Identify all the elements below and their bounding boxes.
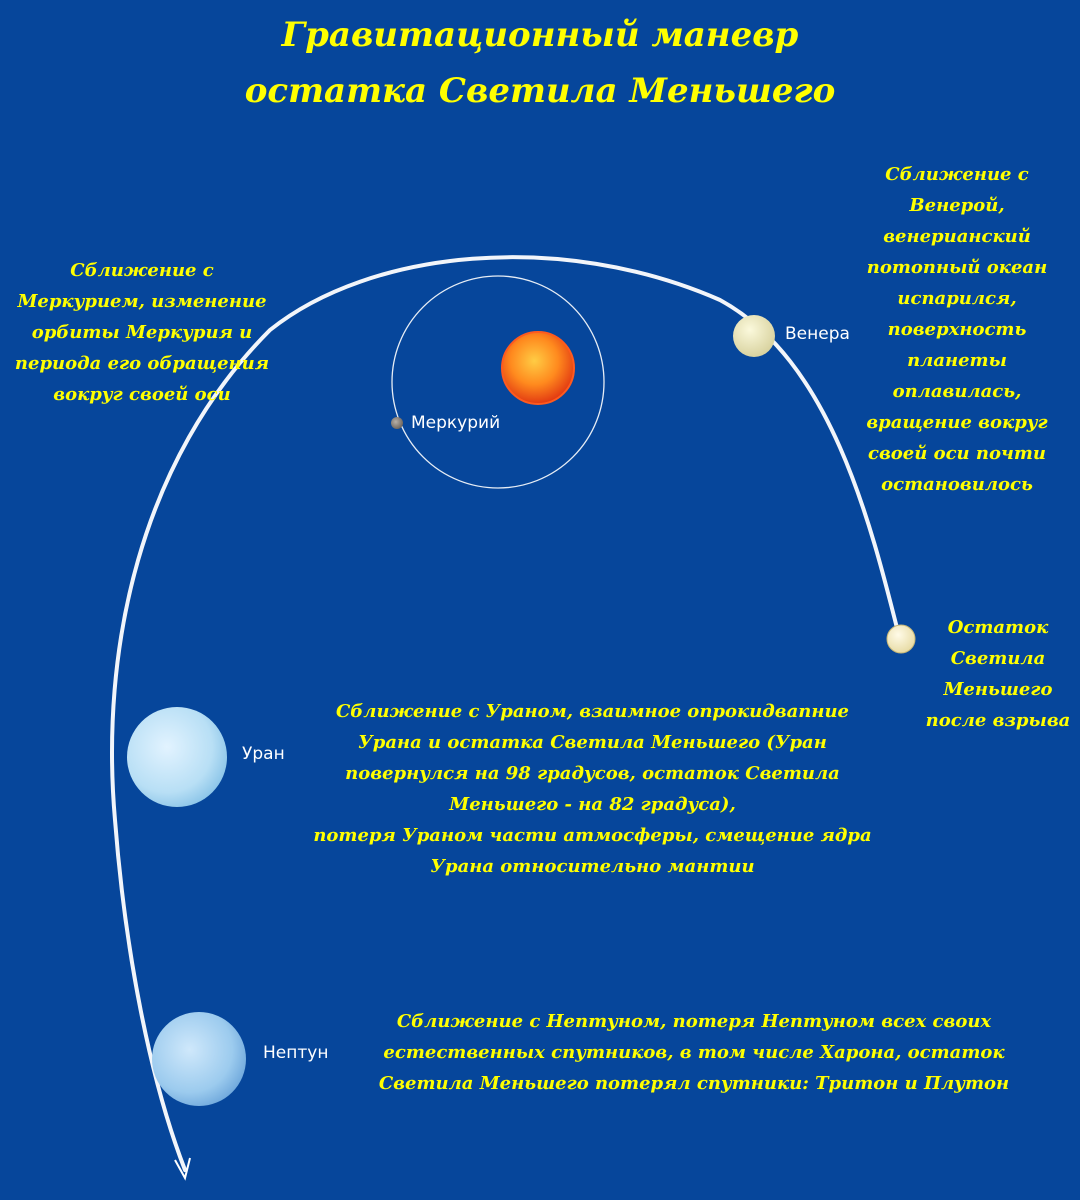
note-line: своей оси почти: [867, 443, 1046, 464]
mercury-label: Меркурий: [411, 413, 501, 433]
note-line: поверхность: [887, 319, 1027, 340]
note-line: Остаток: [947, 617, 1049, 638]
note-line: периода его обращения: [14, 353, 270, 374]
note-line: оплавилась,: [892, 381, 1022, 402]
note-line: Венерой,: [909, 195, 1005, 216]
note-line: потеря Ураном части атмосферы, смещение ядра: [313, 825, 872, 846]
note-line: вокруг своей оси: [53, 384, 231, 405]
title-line-1: Гравитационный маневр: [281, 15, 799, 55]
title-line-2: остатка Светила Меньшего: [244, 71, 836, 111]
note-mercury: [8, 255, 276, 410]
note-line: Светила Меньшего потерял спутники: Тритон и Плутон: [378, 1073, 1010, 1094]
note-line: Сближение с: [885, 164, 1029, 185]
note-line: Урана и остатка Светила Меньшего (Уран: [358, 732, 827, 753]
note-line: остановилось: [881, 474, 1033, 495]
venus-label: Венера: [785, 324, 850, 344]
note-line: Урана относительно мантии: [430, 856, 755, 877]
note-line: орбиты Меркурия и: [31, 322, 253, 343]
note-line: потопный океан: [866, 257, 1048, 278]
remnant-icon: [887, 625, 915, 653]
note-neptune: [360, 1006, 1028, 1099]
sun-icon: [502, 332, 574, 404]
neptune-icon: [152, 1012, 246, 1106]
neptune-label: Нептун: [263, 1043, 329, 1063]
mercury-icon: [391, 417, 403, 429]
note-remnant: [920, 612, 1076, 736]
note-uranus: [300, 696, 885, 882]
note-line: после взрыва: [925, 710, 1071, 731]
note-line: планеты: [907, 350, 1007, 371]
note-line: Светила: [950, 648, 1046, 669]
uranus-label: Уран: [242, 744, 285, 764]
note-line: вращение вокруг: [866, 412, 1048, 433]
venus-icon: [733, 315, 775, 357]
note-venus: [852, 159, 1062, 500]
note-line: естественных спутников, в том числе Харона, остаток: [383, 1042, 1005, 1063]
note-line: Меркурием, изменение: [17, 291, 267, 312]
note-line: Меньшего: [943, 679, 1053, 700]
note-line: Сближение с Нептуном, потеря Нептуном всех своих: [396, 1011, 992, 1032]
note-line: Сближение с: [70, 260, 214, 281]
note-line: Меньшего - на 82 градуса),: [449, 794, 736, 815]
note-line: венерианский: [883, 226, 1031, 247]
note-line: повернулся на 98 градусов, остаток Светила: [345, 763, 840, 784]
note-line: испарился,: [897, 288, 1017, 309]
uranus-icon: [127, 707, 227, 807]
note-line: Сближение с Ураном, взаимное опрокидвапние: [335, 701, 850, 722]
